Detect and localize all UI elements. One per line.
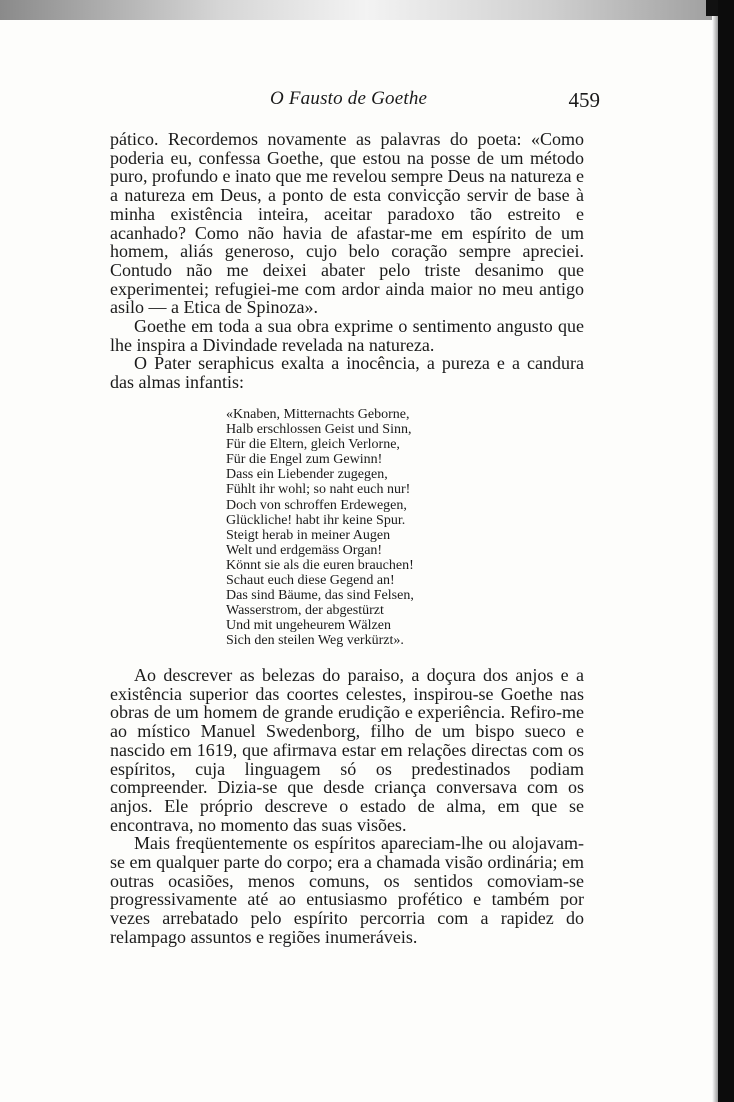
- poem-line: Sich den steilen Weg verkürzt».: [226, 633, 404, 649]
- body-text-bottom: [110, 666, 584, 947]
- poem-line: Und mit ungeheurem Wälzen: [226, 618, 391, 634]
- poem-line: «Knaben, Mitternachts Geborne,: [226, 407, 410, 422]
- poem-line: Dass ein Liebender zugegen,: [226, 467, 388, 483]
- poem-line: Halb erschlossen Geist und Sinn,: [226, 422, 412, 438]
- poem-block: [226, 407, 476, 649]
- poem-line: Welt und erdgemäss Organ!: [226, 542, 383, 558]
- scan-top-shadow: [0, 0, 734, 20]
- poem-line: Steigt herab in meiner Augen: [226, 527, 391, 543]
- page-number: 459: [568, 88, 600, 112]
- poem-line: Fühlt ihr wohl; so naht euch nur!: [226, 482, 411, 498]
- running-title: O Fausto de Goethe: [270, 88, 428, 109]
- body-text-top: [110, 130, 584, 392]
- poem-line: Wasserstrom, der abgestürzt: [226, 603, 384, 619]
- paragraph-visions: Mais freqüentemente os espíritos apareciam-lhe ou alojavam-se em qualquer parte do corpo; era a chamada visão ordinária; em outras ocasiões, menos comuns, os sentidos comoviam-se progressivamente até ao entusiasmo profético e também por vezes arrebatado pelo espírito percorria com a rapidez do relampago assuntos e regiões inumeráveis.: [110, 833, 584, 947]
- paragraph-swedenborg: Ao descrever as belezas do paraiso, a doçura dos anjos e a existência superior das coortes celestes, inspirou-se Goethe nas obras de um homem de grande erudição e experiência. Refiro-me ao místico Manuel Swedenborg, filho de um bispo sueco e nascido em 1619, que afirmava estar em relações directas com os espíritos, cuja linguagem só os predestinados podiam compreender. Dizia-se que desde criança conversava com os anjos. Ele próprio descreve o estado de alma, em que se encontrava, no momento das suas visões.: [110, 665, 584, 835]
- poem-line: Für die Engel zum Gewinn!: [226, 452, 383, 468]
- paragraph-goethe-quote: pático. Recordemos novamente as palavras do poeta: «Como poderia eu, confessa Goethe, que estou na posse de um método puro, profundo e inato que me revelou sempre Deus na natureza e a natureza em Deus, a ponto de esta convicção servir de base à minha existência inteira, aceitar paradoxo tão estreito e acanhado? Como não havia de afastar-me em espírito de um homem, aliás generoso, cujo belo coração sempre apreciei. Contudo não me deixei abater pelo triste desanimo que experimentei; refugiei-me com ardor ainda maior no meu antigo asilo — a Etica de Spinoza».: [110, 129, 584, 318]
- poem-line: Für die Eltern, gleich Verlorne,: [226, 437, 400, 453]
- poem-line: Doch von schroffen Erdewegen,: [226, 497, 407, 513]
- poem-line: Schaut euch diese Gegend an!: [226, 573, 395, 589]
- poem-line: Glückliche! habt ihr keine Spur.: [226, 512, 406, 528]
- poem-line: Das sind Bäume, das sind Felsen,: [226, 588, 414, 604]
- page-header: [110, 88, 600, 112]
- scan-right-border: [718, 0, 734, 1102]
- paragraph-goethe-divinity: Goethe em toda a sua obra exprime o sentimento angusto que lhe inspira a Divindade revelada na natureza.: [110, 316, 584, 355]
- paragraph-pater-seraphicus: O Pater seraphicus exalta a inocência, a pureza e a candura das almas infantis:: [110, 353, 584, 393]
- poem-line: Könnt sie als die euren brauchen!: [226, 557, 414, 573]
- scan-corner-mark: [706, 0, 718, 16]
